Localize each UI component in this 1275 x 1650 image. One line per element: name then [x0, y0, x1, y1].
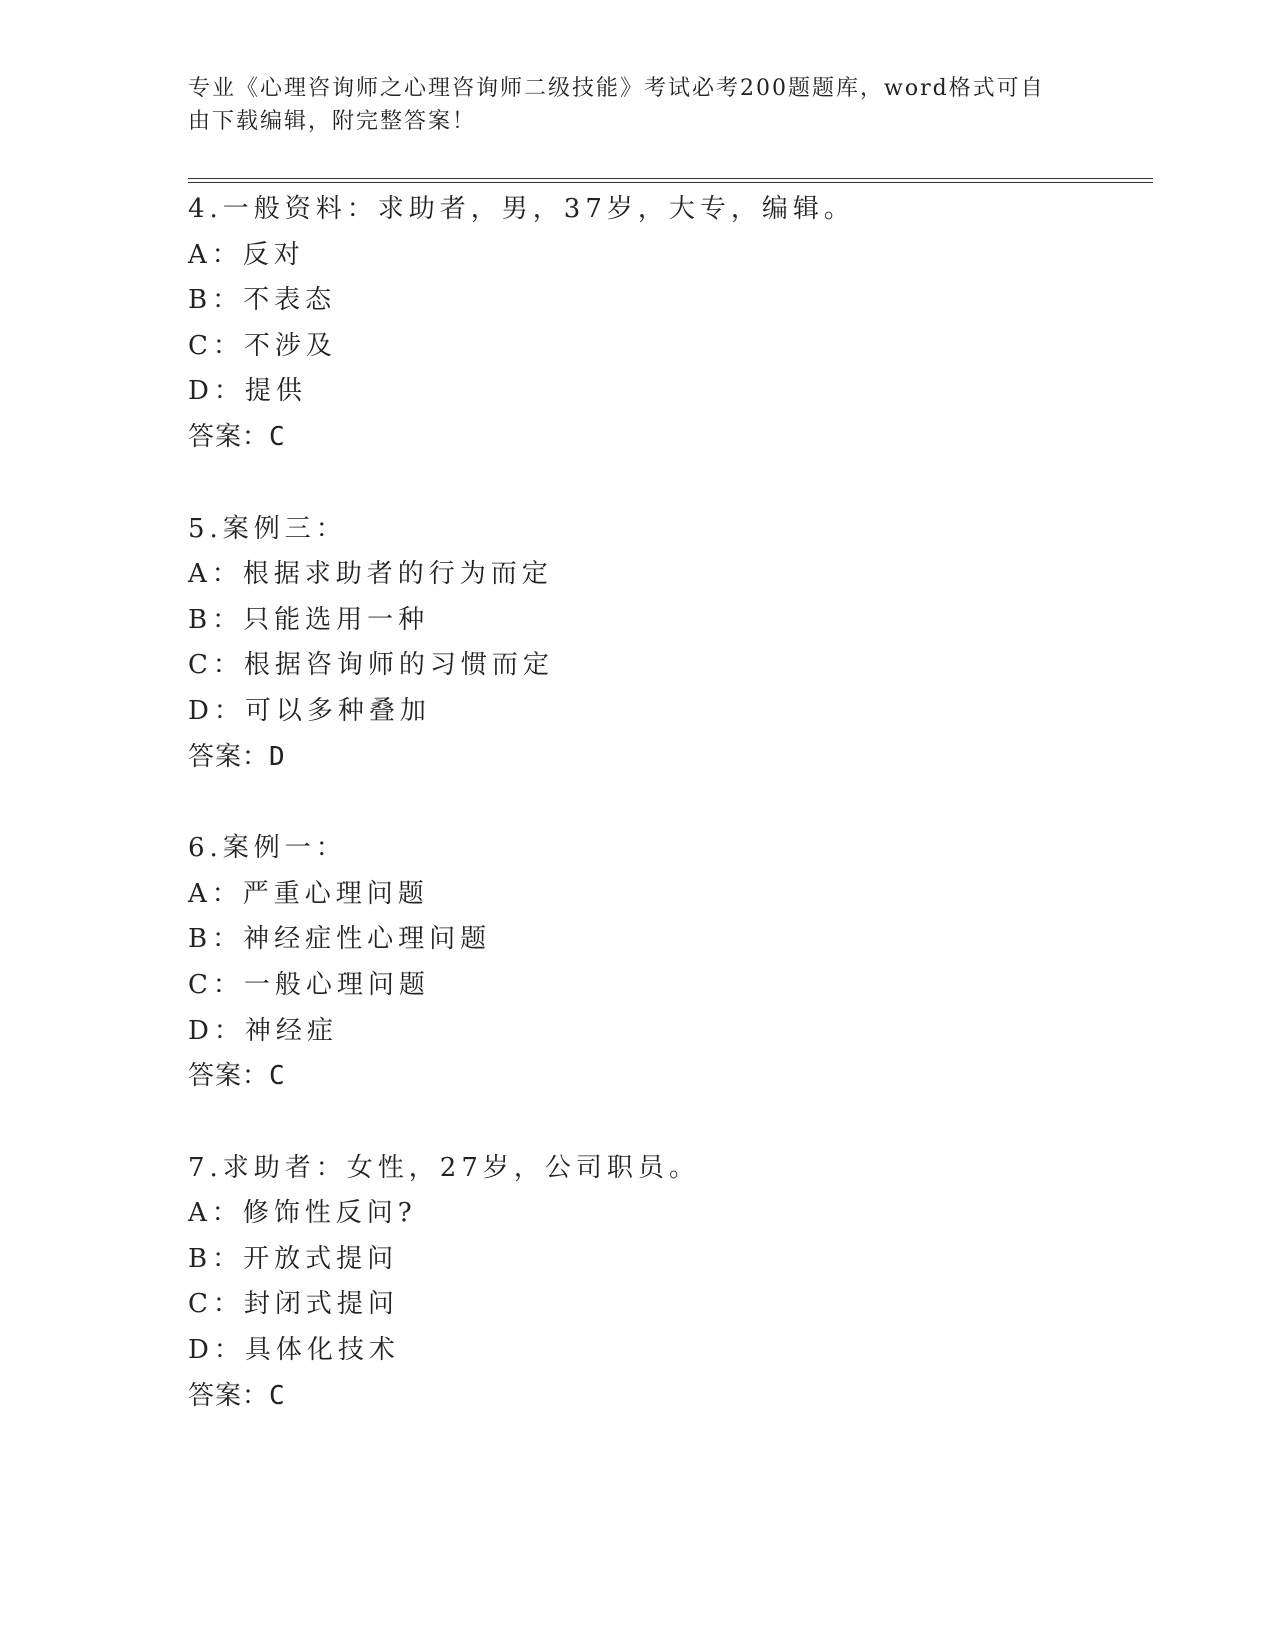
option-b: B：神经症性心理问题 — [188, 924, 492, 955]
question-stem: 4.一般资料：求助者，男，37岁，大专，编辑。 — [188, 194, 855, 224]
option-a: A：严重心理问题 — [188, 878, 429, 909]
question-7 — [188, 1146, 1148, 1420]
option-a: A：修饰性反问? — [188, 1198, 417, 1229]
question-6 — [188, 826, 1148, 1100]
header-line-1: 专业《心理咨询师之心理咨询师二级技能》考试必考200题题库，word格式可自 — [188, 76, 1045, 101]
option-d: D：提供 — [188, 376, 307, 407]
option-c: C：封闭式提问 — [188, 1289, 399, 1320]
document-header — [188, 72, 1068, 138]
option-b: B：只能选用一种 — [188, 604, 430, 635]
option-d: D：可以多种叠加 — [188, 695, 431, 726]
answer-line: 答案：C — [188, 1380, 286, 1411]
question-list — [188, 187, 1148, 1465]
question-4 — [188, 187, 1148, 461]
option-b: B：不表态 — [188, 285, 337, 316]
header-divider-top — [188, 178, 1153, 179]
option-a: A：反对 — [188, 239, 305, 270]
answer-line: 答案：C — [188, 1061, 286, 1092]
header-divider-bottom — [188, 182, 1153, 183]
option-c: C：一般心理问题 — [188, 969, 430, 1000]
option-a: A：根据求助者的行为而定 — [188, 559, 553, 590]
option-d: D：具体化技术 — [188, 1335, 400, 1366]
option-c: C：不涉及 — [188, 330, 337, 361]
option-d: D：神经症 — [188, 1015, 338, 1046]
answer-line: 答案：D — [188, 741, 286, 772]
question-5 — [188, 507, 1148, 781]
question-stem: 5.案例三： — [188, 513, 347, 544]
option-c: C：根据咨询师的习惯而定 — [188, 650, 554, 681]
question-stem: 6.案例一： — [188, 833, 347, 864]
header-line-2: 由下载编辑，附完整答案！ — [188, 109, 477, 134]
option-b: B：开放式提问 — [188, 1243, 399, 1274]
answer-line: 答案：C — [188, 421, 286, 452]
question-stem: 7.求助者：女性，27岁，公司职员。 — [188, 1152, 700, 1183]
